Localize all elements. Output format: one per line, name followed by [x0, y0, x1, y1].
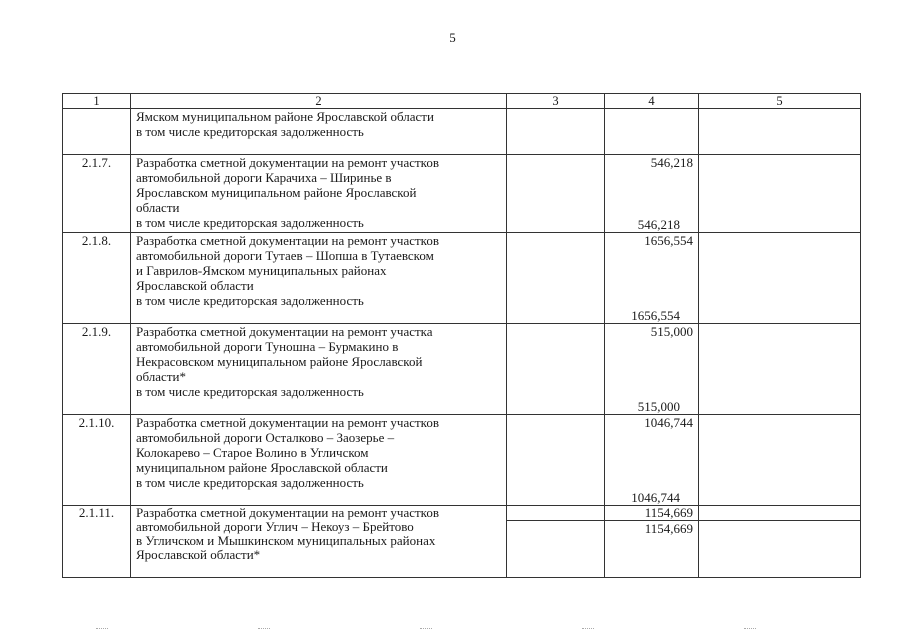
row-number-cell [63, 109, 131, 155]
header-cell: 1 [63, 94, 131, 109]
page-number: 5 [449, 30, 456, 45]
table-row [63, 155, 861, 233]
description-line: области* [136, 369, 186, 384]
description-line: и Гаврилов-Ямском муниципальных районах [136, 263, 387, 278]
scan-artifact-dots [0, 628, 905, 634]
row-col5-cell [699, 109, 861, 155]
table-row [63, 415, 861, 506]
description-line: Разработка сметной документации на ремонт участков [136, 233, 439, 248]
row-amount-cell [605, 109, 699, 155]
row-col3-cell [507, 324, 605, 415]
row-col3-cell [507, 155, 605, 233]
description-line: Разработка сметной документации на ремонт участков [136, 505, 439, 520]
description-line: Ямском муниципальном районе Ярославской области [136, 109, 434, 124]
description-line: Разработка сметной документации на ремонт участка [136, 324, 433, 339]
row-amount-debt: 1046,744 [631, 490, 680, 505]
row-number: 2.1.10. [63, 415, 131, 506]
description-line: в том числе кредиторская задолженность [136, 475, 364, 490]
description-line: Разработка сметной документации на ремонт участков [136, 415, 439, 430]
description-line: в том числе кредиторская задолженность [136, 215, 364, 230]
row-amount: 515,000 [650, 324, 693, 339]
table-row [63, 109, 861, 155]
row-number: 2.1.7. [63, 155, 131, 233]
row-amount-cell [605, 233, 699, 324]
description-line: в том числе кредиторская задолженность [136, 384, 364, 399]
row-col3-cell [507, 415, 605, 506]
row-col3-cell [507, 109, 605, 155]
row-description [131, 155, 507, 233]
header-cell: 3 [507, 94, 605, 109]
description-line: Ярославской области [136, 278, 254, 293]
row-col5-cell [699, 233, 861, 324]
row-amount-debt: 515,000 [637, 399, 680, 414]
row-number: 2.1.8. [63, 233, 131, 324]
budget-table [62, 93, 861, 578]
description-line: в том числе кредиторская задолженность [136, 124, 364, 139]
row-col5-cell [699, 155, 861, 233]
row-col5-cell [699, 324, 861, 415]
description-line: области [136, 200, 180, 215]
row-description [131, 109, 507, 155]
header-cell: 5 [699, 94, 861, 109]
row-col3-cell [507, 521, 605, 578]
header-cell: 4 [605, 94, 699, 109]
description-line: автомобильной дороги Карачиха – Ширинье в [136, 170, 392, 185]
row-amount: 546,218 [650, 155, 693, 170]
description-line: автомобильной дороги Тутаев – Шопша в Тутаевском [136, 248, 434, 263]
row-col5-cell [699, 521, 861, 578]
row-amount-cell [605, 324, 699, 415]
row-description [131, 415, 507, 506]
row-description [131, 324, 507, 415]
description-line: Колокарево – Старое Волино в Угличском [136, 445, 369, 460]
row-col5-cell [699, 415, 861, 506]
description-line: автомобильной дороги Углич – Некоуз – Брейтово [136, 519, 414, 534]
row-col5-cell [699, 506, 861, 521]
description-line: Ярославском муниципальном районе Ярославской [136, 185, 417, 200]
description-line: автомобильной дороги Осталково – Заозерье – [136, 430, 395, 445]
description-line: Разработка сметной документации на ремонт участков [136, 155, 439, 170]
row-amount-debt: 546,218 [637, 217, 680, 232]
row-amount: 1046,744 [644, 415, 693, 430]
table-header-row [63, 94, 861, 109]
row-description [131, 233, 507, 324]
row-description [131, 506, 507, 578]
row-amount-debt: 1154,669 [605, 521, 699, 578]
row-amount: 1656,554 [644, 233, 693, 248]
row-amount-cell [605, 155, 699, 233]
description-line: в том числе кредиторская задолженность [136, 293, 364, 308]
table-row [63, 233, 861, 324]
description-line: Ярославской области* [136, 547, 261, 562]
description-line: Некрасовском муниципальном районе Ярославской [136, 354, 423, 369]
description-line: автомобильной дороги Туношна – Бурмакино в [136, 339, 399, 354]
header-cell: 2 [131, 94, 507, 109]
row-amount-cell [605, 415, 699, 506]
table-row [63, 324, 861, 415]
row-col3-cell [507, 233, 605, 324]
row-number: 2.1.9. [63, 324, 131, 415]
row-number: 2.1.11. [63, 506, 131, 578]
description-line: в Угличском и Мышкинском муниципальных районах [136, 533, 436, 548]
table-row [63, 506, 861, 521]
row-amount-debt: 1656,554 [631, 308, 680, 323]
row-col3-cell [507, 506, 605, 521]
description-line: муниципальном районе Ярославской области [136, 460, 388, 475]
row-amount: 1154,669 [605, 506, 699, 521]
